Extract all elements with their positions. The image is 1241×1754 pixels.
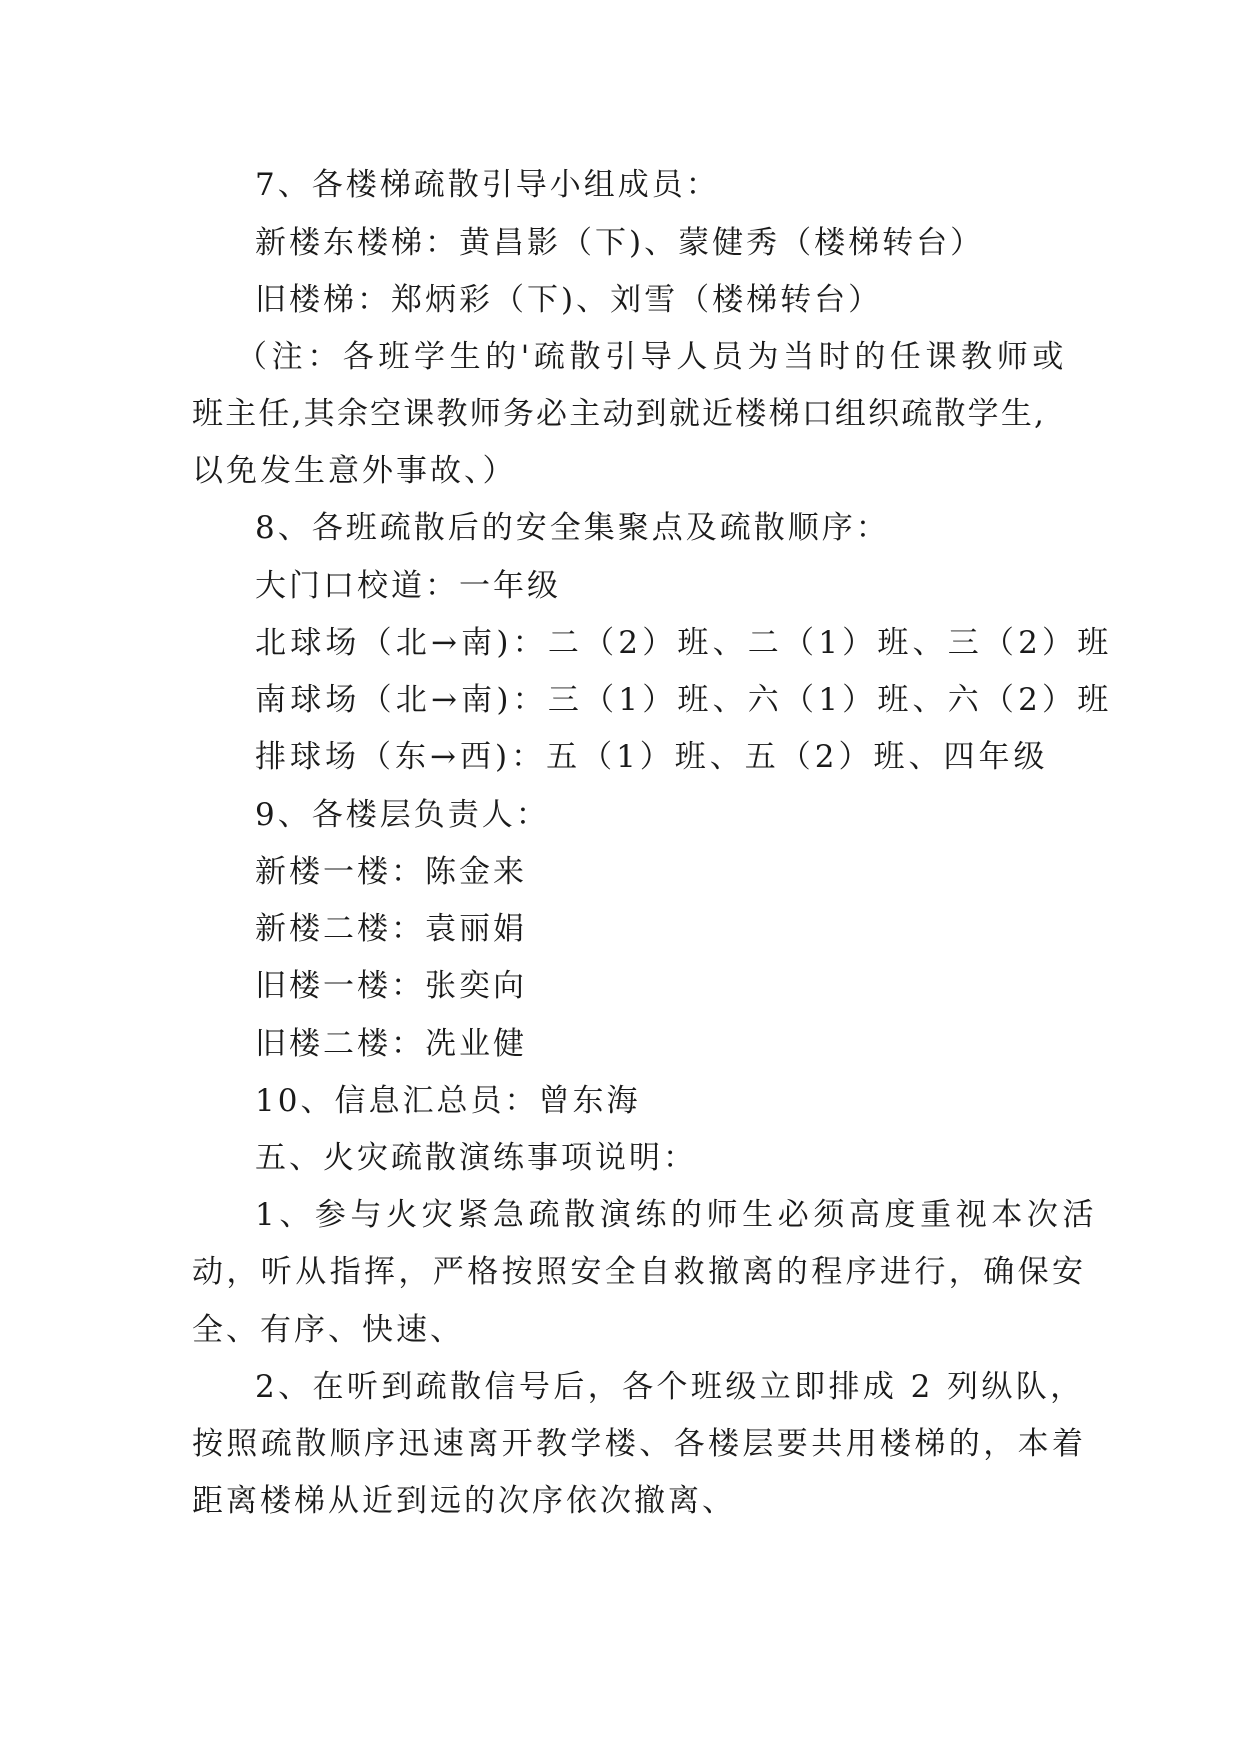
floor-lead-new-2: 新楼二楼：袁丽娟 xyxy=(255,911,527,947)
floor-lead-new-1: 新楼一楼：陈金来 xyxy=(255,854,527,890)
new-building-east-stair-guides: 新楼东楼梯：黄昌影（下)、蒙健秀（楼梯转台） xyxy=(255,225,985,261)
section-10-info-coordinator: 10、信息汇总员：曾东海 xyxy=(255,1083,641,1119)
note-line-2: 班主任,其余空课教师务必主动到就近楼梯口组织疏散学生, xyxy=(192,396,1047,432)
assembly-volleyball-court: 排球场（东→西)：五（1）班、五（2）班、四年级 xyxy=(255,739,1049,775)
item-2-line-1: 2、在听到疏散信号后，各个班级立即排成 2 列纵队， xyxy=(255,1369,1085,1405)
floor-lead-old-1: 旧楼一楼：张奕向 xyxy=(255,968,527,1004)
note-line-3: 以免发生意外事故、） xyxy=(192,453,517,489)
item-1-line-2: 动，听从指挥，严格按照安全自救撤离的程序进行，确保安 xyxy=(192,1254,1087,1290)
section-9-heading: 9、各楼层负责人： xyxy=(255,797,550,833)
assembly-gate-road: 大门口校道：一年级 xyxy=(255,568,561,604)
item-1-line-1: 1、参与火灾紧急疏散演练的师生必须高度重视本次活 xyxy=(255,1197,1099,1233)
section-8-heading: 8、各班疏散后的安全集聚点及疏散顺序： xyxy=(255,510,890,546)
item-1-line-3: 全、有序、快速、 xyxy=(192,1312,464,1348)
assembly-south-court: 南球场（北→南)：三（1）班、六（1）班、六（2）班 xyxy=(255,682,1113,718)
item-2-line-2: 按照疏散顺序迅速离开教学楼、各楼层要共用楼梯的，本着 xyxy=(192,1426,1087,1462)
section-7-heading: 7、各楼梯疏散引导小组成员： xyxy=(255,167,720,203)
floor-lead-old-2: 旧楼二楼：冼业健 xyxy=(255,1026,527,1062)
assembly-north-court: 北球场（北→南)：二（2）班、二（1）班、三（2）班 xyxy=(255,625,1113,661)
section-5-heading: 五、火灾疏散演练事项说明： xyxy=(255,1140,697,1176)
item-2-line-3: 距离楼梯从近到远的次序依次撤离、 xyxy=(192,1483,736,1519)
old-building-stair-guides: 旧楼梯：郑炳彩（下)、刘雪（楼梯转台） xyxy=(255,282,883,318)
note-line-1: （注：各班学生的'疏散引导人员为当时的任课教师或 xyxy=(236,339,1068,375)
